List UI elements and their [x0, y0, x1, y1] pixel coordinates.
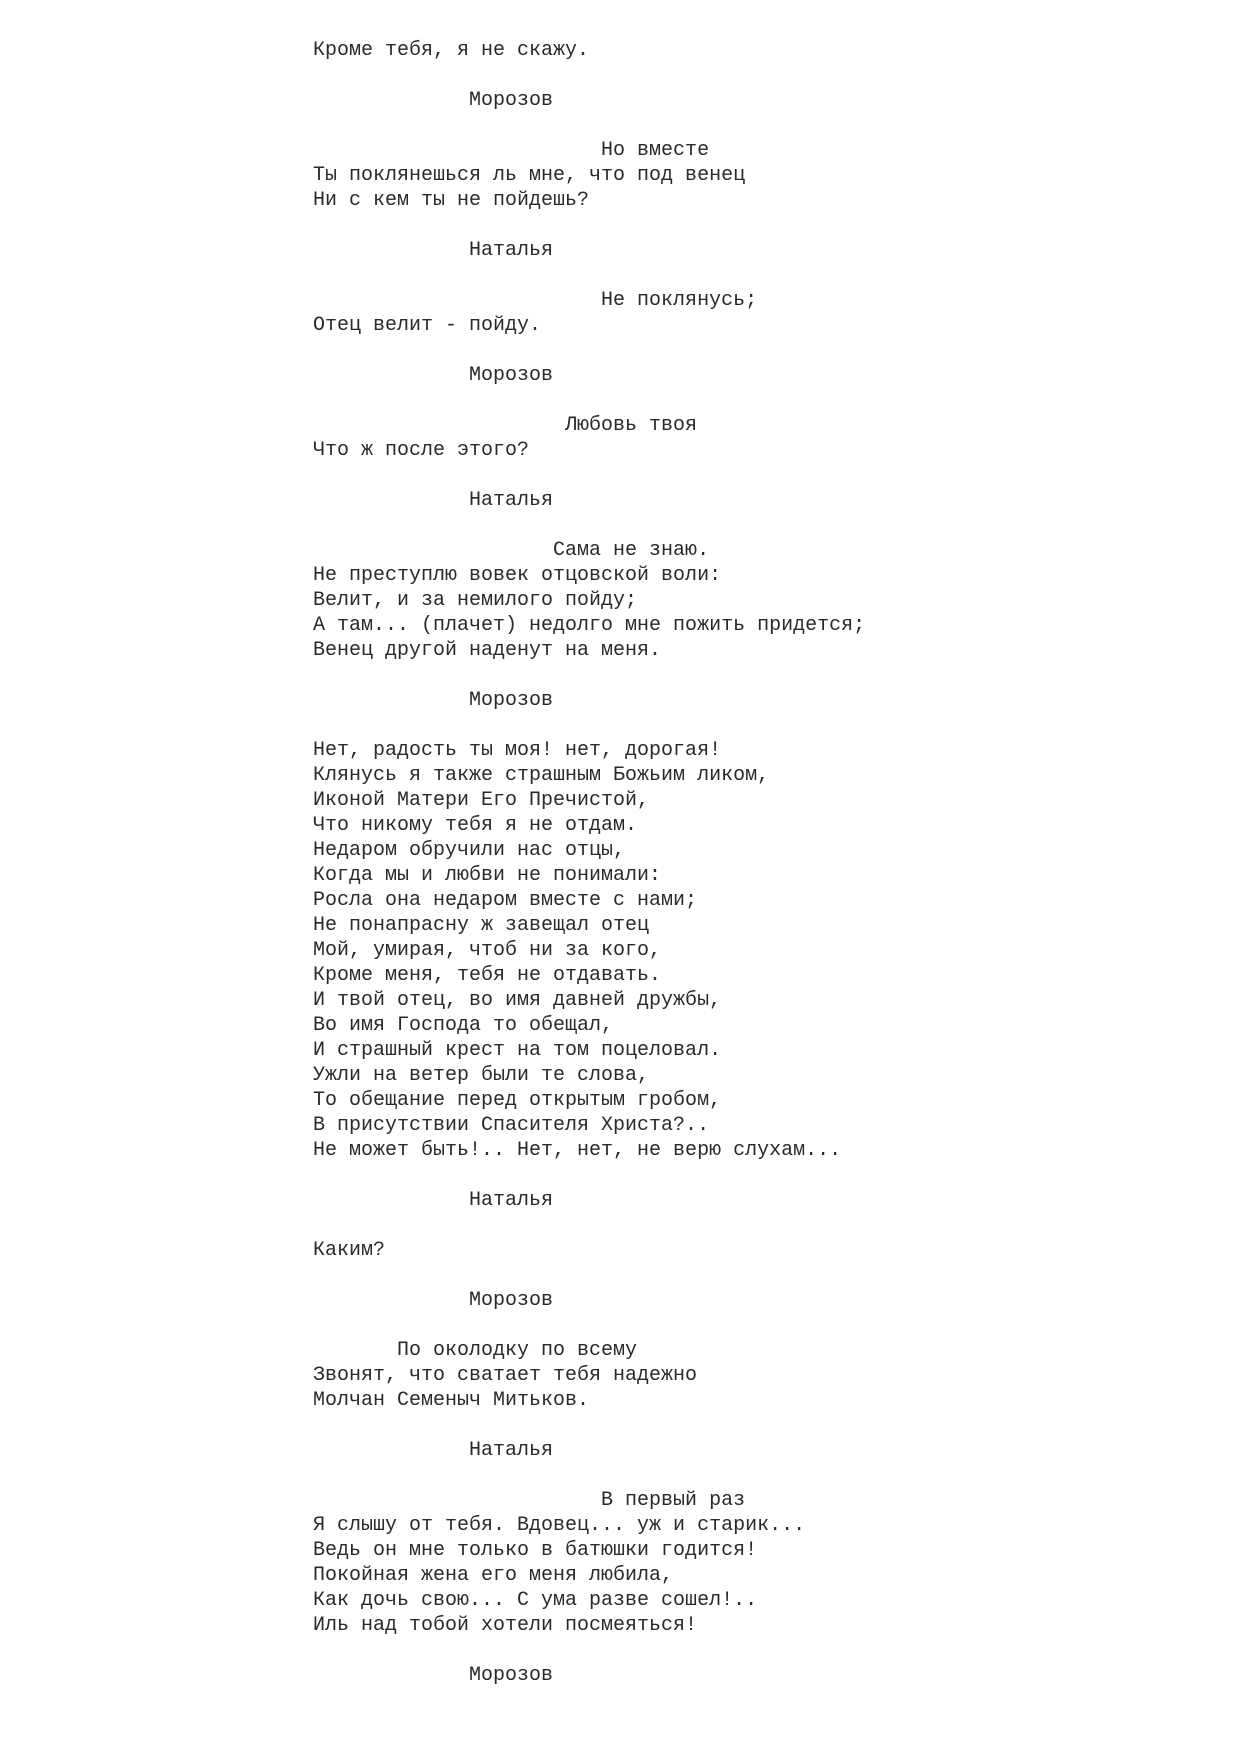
verse-line: Ни с кем ты не пойдешь? — [313, 189, 590, 212]
verse-line: Не преступлю вовек отцовской воли: — [313, 564, 722, 587]
verse-line: Не понапрасну ж завещал отец — [313, 914, 650, 937]
blank-line — [313, 263, 1193, 288]
blank-line — [313, 338, 1193, 363]
verse-line: Не может быть!.. Нет, нет, не верю слухам... — [313, 1139, 842, 1162]
blank-line — [313, 388, 1193, 413]
verse-line: В первый раз — [313, 1489, 746, 1512]
verse-line: Каким? — [313, 1239, 386, 1262]
blank-line — [313, 1463, 1193, 1488]
speaker-name: Наталья — [313, 489, 554, 512]
verse-line: По околодку по всему — [313, 1339, 638, 1362]
verse-line: Ты поклянешься ль мне, что под венец — [313, 164, 746, 187]
verse-line: Что никому тебя я не отдам. — [313, 814, 638, 837]
verse-line: А там... (плачет) недолго мне пожить придется; — [313, 614, 866, 637]
blank-line — [313, 663, 1193, 688]
verse-line: Как дочь свою... С ума разве сошел!.. — [313, 1589, 758, 1612]
speaker-name: Наталья — [313, 239, 554, 262]
blank-line — [313, 513, 1193, 538]
verse-line: Когда мы и любви не понимали: — [313, 864, 662, 887]
speaker-name: Морозов — [313, 1664, 554, 1687]
blank-line — [313, 1313, 1193, 1338]
blank-line — [313, 113, 1193, 138]
verse-line: И твой отец, во имя давней дружбы, — [313, 989, 722, 1012]
blank-line — [313, 1638, 1193, 1663]
verse-line: Ужли на ветер были те слова, — [313, 1064, 650, 1087]
blank-line — [313, 213, 1193, 238]
verse-line: Недаром обручили нас отцы, — [313, 839, 626, 862]
verse-line: Иль над тобой хотели посмеяться! — [313, 1614, 698, 1637]
verse-line: Любовь твоя — [313, 414, 698, 437]
verse-line: То обещание перед открытым гробом, — [313, 1089, 722, 1112]
verse-line: Во имя Господа то обещал, — [313, 1014, 614, 1037]
verse-line: Я слышу от тебя. Вдовец... уж и старик... — [313, 1514, 806, 1537]
verse-line: Не поклянусь; — [313, 289, 758, 312]
verse-line: В присутствии Спасителя Христа?.. — [313, 1114, 710, 1137]
speaker-name: Морозов — [313, 689, 554, 712]
speaker-name: Морозов — [313, 89, 554, 112]
verse-line: Кроме тебя, я не скажу. — [313, 39, 590, 62]
speaker-name: Морозов — [313, 364, 554, 387]
speaker-name: Наталья — [313, 1439, 554, 1462]
verse-line: Сама не знаю. — [313, 539, 710, 562]
verse-line: Венец другой наденут на меня. — [313, 639, 662, 662]
verse-line: Росла она недаром вместе с нами; — [313, 889, 698, 912]
verse-line: Но вместе — [313, 139, 710, 162]
blank-line — [313, 1163, 1193, 1188]
blank-line — [313, 713, 1193, 738]
speaker-name: Морозов — [313, 1289, 554, 1312]
verse-line: Молчан Семеныч Митьков. — [313, 1389, 590, 1412]
verse-line: Отец велит - пойду. — [313, 314, 542, 337]
verse-line: Кроме меня, тебя не отдавать. — [313, 964, 662, 987]
verse-line: Ведь он мне только в батюшки годится! — [313, 1539, 758, 1562]
verse-line: И страшный крест на том поцеловал. — [313, 1039, 722, 1062]
speaker-name: Наталья — [313, 1189, 554, 1212]
blank-line — [313, 1263, 1193, 1288]
verse-line: Что ж после этого? — [313, 439, 530, 462]
verse-line: Звонят, что сватает тебя надежно — [313, 1364, 698, 1387]
verse-line: Мой, умирая, чтоб ни за кого, — [313, 939, 662, 962]
verse-line: Нет, радость ты моя! нет, дорогая! — [313, 739, 722, 762]
blank-line — [313, 63, 1193, 88]
verse-line: Велит, и за немилого пойду; — [313, 589, 638, 612]
document-page — [313, 38, 1193, 1688]
blank-line — [313, 1213, 1193, 1238]
verse-line: Иконой Матери Его Пречистой, — [313, 789, 650, 812]
verse-line: Клянусь я также страшным Божьим ликом, — [313, 764, 770, 787]
blank-line — [313, 463, 1193, 488]
blank-line — [313, 1413, 1193, 1438]
verse-line: Покойная жена его меня любила, — [313, 1564, 674, 1587]
